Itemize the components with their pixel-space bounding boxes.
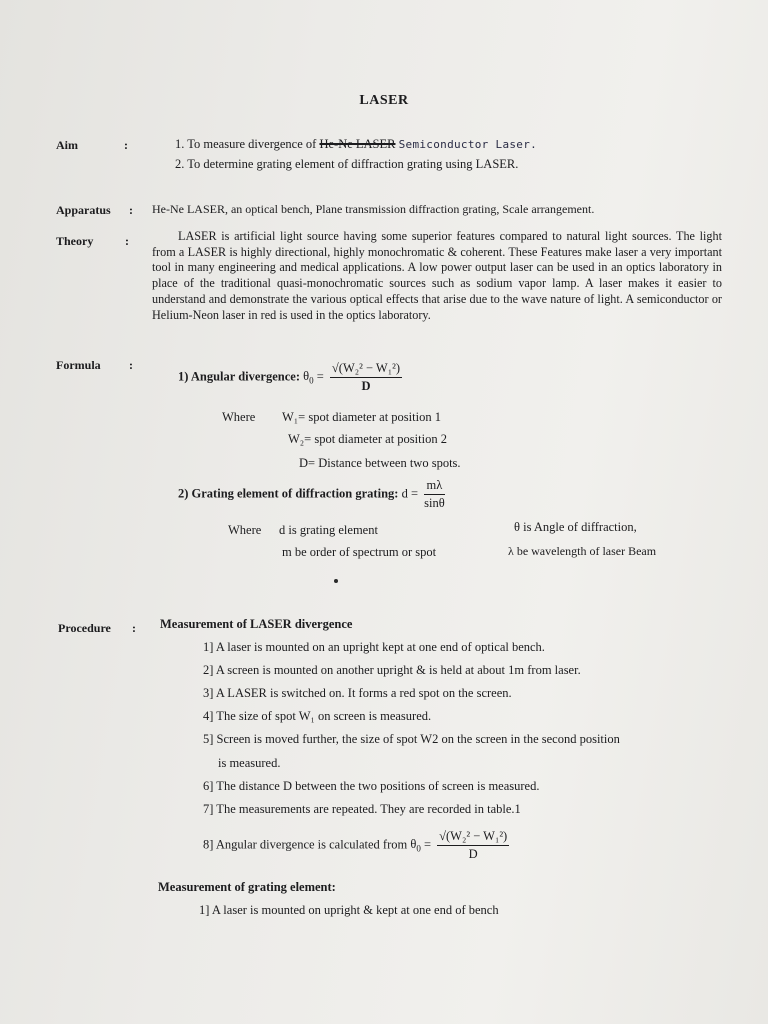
formula-2-where: Where bbox=[228, 523, 262, 537]
procedure-label: Procedure bbox=[58, 621, 111, 635]
theory-colon: : bbox=[125, 234, 129, 248]
step-8-fraction bbox=[437, 829, 509, 862]
formula-label: Formula bbox=[56, 358, 101, 372]
aim-item-1-struck: He-Ne LASER bbox=[319, 137, 396, 151]
formula-2-lhs: d = bbox=[401, 486, 418, 501]
procedure-step: 4] The size of spot W₁ on screen is measured. bbox=[203, 709, 432, 723]
formula-1-lhs: $\theta_0$ bbox=[303, 369, 314, 386]
procedure-heading-grating: Measurement of grating element: bbox=[158, 880, 336, 894]
aim-item-1-handwritten: Semiconductor Laser. bbox=[398, 138, 538, 151]
apparatus-text: He-Ne LASER, an optical bench, Plane transmission diffraction grating, Scale arrangement. bbox=[152, 202, 595, 216]
formula-2-denominator: sinθ bbox=[424, 496, 445, 510]
step-8-equals: = bbox=[423, 837, 432, 852]
procedure-step: 2] A screen is mounted on another upright & is held at about 1m from laser. bbox=[203, 663, 581, 677]
formula-1-fraction bbox=[330, 361, 402, 394]
step-8-lhs: $\theta_0$ bbox=[410, 837, 421, 854]
procedure-step: 6] The distance D between the two positions of screen is measured. bbox=[203, 779, 540, 793]
aim-item-2: 2. To determine grating element of diffraction grating using LASER. bbox=[175, 157, 519, 171]
theory-label: Theory bbox=[56, 234, 94, 248]
procedure-step: 3] A LASER is switched on. It forms a red spot on the screen. bbox=[203, 686, 512, 700]
aim-colon: : bbox=[124, 138, 128, 152]
formula-1-numerator: √(W₂² − W₁²) bbox=[330, 361, 402, 378]
formula-1-equals: = bbox=[316, 369, 324, 384]
theta-definition: θ is Angle of diffraction, bbox=[514, 520, 637, 534]
d-is-grating-element: d is grating element bbox=[279, 523, 378, 537]
procedure-grating-step: 1] A laser is mounted on upright & kept at one end of bench bbox=[199, 903, 499, 917]
formula-2-label: 2) Grating element of diffraction grating: bbox=[178, 486, 399, 501]
formula-grating-element bbox=[178, 478, 448, 511]
ink-dot-mark bbox=[334, 579, 338, 583]
procedure-step: 1] A laser is mounted on an upright kept at one end of optical bench. bbox=[203, 640, 545, 654]
procedure-step: 5] Screen is moved further, the size of spot W2 on the screen in the second position bbox=[203, 732, 620, 746]
step-8-text: 8] Angular divergence is calculated from bbox=[203, 837, 408, 852]
procedure-step: 7] The measurements are repeated. They are recorded in table.1 bbox=[203, 802, 521, 816]
step-8-numerator: √(W₂² − W₁²) bbox=[437, 829, 509, 846]
formula-colon: : bbox=[129, 358, 133, 372]
formula-1-denominator: D bbox=[361, 379, 371, 393]
page-title: LASER bbox=[359, 93, 409, 108]
procedure-heading-divergence: Measurement of LASER divergence bbox=[160, 617, 353, 631]
procedure-colon: : bbox=[132, 621, 136, 635]
apparatus-label: Apparatus bbox=[56, 203, 111, 217]
procedure-step-8 bbox=[203, 829, 512, 862]
formula-angular-divergence bbox=[178, 361, 405, 394]
lambda-definition: λ be wavelength of laser Beam bbox=[508, 544, 657, 558]
d-definition: D= Distance between two spots. bbox=[299, 456, 461, 470]
apparatus-colon: : bbox=[129, 203, 133, 217]
formula-1-where: Where bbox=[222, 410, 256, 424]
formula-2-numerator: mλ bbox=[424, 478, 445, 495]
formula-1-label: 1) Angular divergence: bbox=[178, 369, 300, 384]
aim-label: Aim bbox=[56, 138, 78, 152]
w1-definition: W₁= spot diameter at position 1 bbox=[282, 410, 441, 424]
w2-definition: W₂= spot diameter at position 2 bbox=[288, 432, 447, 446]
aim-item-1-text: 1. To measure divergence of bbox=[175, 137, 317, 151]
aim-item-1 bbox=[175, 137, 537, 152]
procedure-step-continuation: is measured. bbox=[218, 756, 281, 770]
m-definition: m be order of spectrum or spot bbox=[282, 545, 437, 559]
step-8-denominator: D bbox=[468, 847, 478, 861]
formula-2-fraction bbox=[424, 478, 445, 511]
theory-paragraph: LASER is artificial light source having some superior features compared to natural light sources. The light from a LASER is highly directional, highly monochromatic & coherent. These Features make laser a very important tool in many engineering and medical applications. A low power output laser can be used in an optics laboratory in place of the traditional quasi-monochromatic sources such as sodium vapor lamp. A laser makes it easier to understand and demonstrate the various optical effects that arise due to the wave nature of light. A semiconductor or Helium-Neon laser in red is used in the optics laboratory. bbox=[152, 229, 722, 322]
